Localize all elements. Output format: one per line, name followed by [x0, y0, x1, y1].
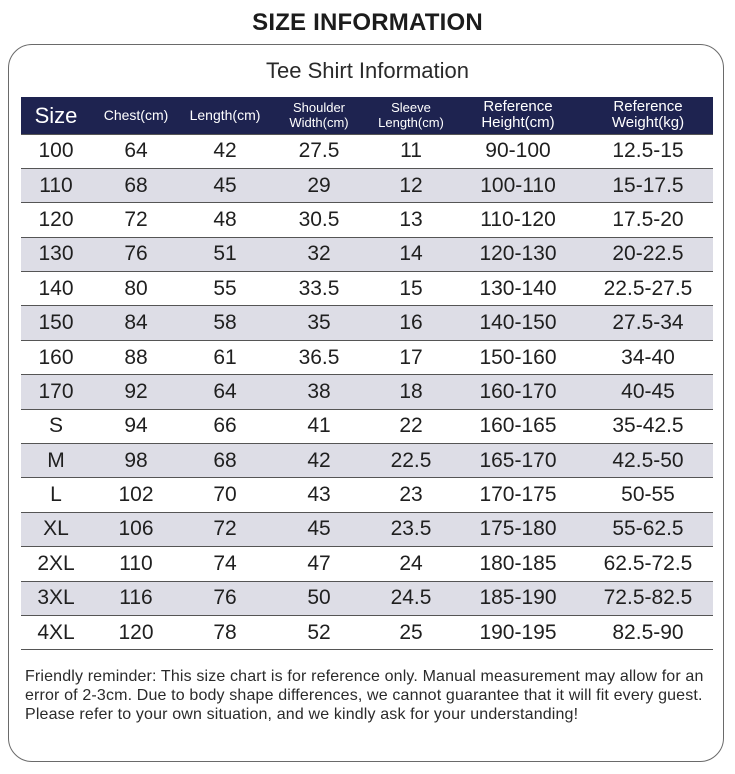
header-size-label: Size — [34, 102, 78, 128]
cell-length: 66 — [181, 409, 269, 443]
cell-size: 130 — [21, 237, 91, 271]
cell-chest: 106 — [91, 512, 181, 546]
cell-size: 140 — [21, 272, 91, 306]
table-row — [21, 272, 713, 306]
cell-length: 45 — [181, 168, 269, 202]
cell-weight: 82.5-90 — [583, 615, 713, 649]
cell-sleeve: 22.5 — [369, 444, 453, 478]
cell-height: 150-160 — [453, 340, 583, 374]
cell-height: 140-150 — [453, 306, 583, 340]
cell-shoulder: 38 — [269, 375, 369, 409]
cell-sleeve: 12 — [369, 168, 453, 202]
cell-height: 165-170 — [453, 444, 583, 478]
cell-length: 68 — [181, 444, 269, 478]
header-shoulder-width — [269, 97, 369, 134]
table-row — [21, 615, 713, 649]
cell-size: M — [21, 444, 91, 478]
cell-length: 51 — [181, 237, 269, 271]
cell-shoulder: 33.5 — [269, 272, 369, 306]
header-reference-height — [453, 97, 583, 134]
cell-weight: 17.5-20 — [583, 203, 713, 237]
cell-size: 150 — [21, 306, 91, 340]
cell-height: 175-180 — [453, 512, 583, 546]
cell-height: 170-175 — [453, 478, 583, 512]
cell-size: L — [21, 478, 91, 512]
table-row — [21, 512, 713, 546]
cell-height: 190-195 — [453, 615, 583, 649]
cell-height: 180-185 — [453, 547, 583, 581]
cell-weight: 20-22.5 — [583, 237, 713, 271]
table-row — [21, 203, 713, 237]
cell-length: 78 — [181, 615, 269, 649]
cell-sleeve: 23.5 — [369, 512, 453, 546]
table-row — [21, 547, 713, 581]
cell-length: 48 — [181, 203, 269, 237]
cell-chest: 64 — [91, 134, 181, 168]
cell-shoulder: 45 — [269, 512, 369, 546]
cell-sleeve: 23 — [369, 478, 453, 512]
cell-length: 58 — [181, 306, 269, 340]
cell-chest: 120 — [91, 615, 181, 649]
cell-size: 160 — [21, 340, 91, 374]
cell-size: 3XL — [21, 581, 91, 615]
cell-shoulder: 29 — [269, 168, 369, 202]
cell-chest: 92 — [91, 375, 181, 409]
cell-height: 185-190 — [453, 581, 583, 615]
cell-shoulder: 27.5 — [269, 134, 369, 168]
size-table — [21, 97, 713, 650]
cell-shoulder: 47 — [269, 547, 369, 581]
cell-weight: 35-42.5 — [583, 409, 713, 443]
cell-size: XL — [21, 512, 91, 546]
cell-weight: 12.5-15 — [583, 134, 713, 168]
header-sleeve-length — [369, 97, 453, 134]
cell-length: 72 — [181, 512, 269, 546]
cell-height: 110-120 — [453, 203, 583, 237]
cell-shoulder: 43 — [269, 478, 369, 512]
table-row — [21, 237, 713, 271]
cell-size: 170 — [21, 375, 91, 409]
cell-weight: 62.5-72.5 — [583, 547, 713, 581]
cell-weight: 55-62.5 — [583, 512, 713, 546]
cell-shoulder: 41 — [269, 409, 369, 443]
cell-size: 110 — [21, 168, 91, 202]
header-chest-label: Chest(cm) — [103, 106, 169, 123]
cell-weight: 34-40 — [583, 340, 713, 374]
cell-length: 55 — [181, 272, 269, 306]
header-row — [21, 97, 713, 134]
cell-height: 130-140 — [453, 272, 583, 306]
header-size — [21, 97, 91, 134]
cell-weight: 27.5-34 — [583, 306, 713, 340]
header-sleeve-line2: Length(cm) — [378, 115, 444, 131]
cell-length: 76 — [181, 581, 269, 615]
cell-chest: 80 — [91, 272, 181, 306]
cell-chest: 98 — [91, 444, 181, 478]
header-shoulder-line2: Width(cm) — [289, 115, 349, 131]
table-row — [21, 306, 713, 340]
cell-length: 70 — [181, 478, 269, 512]
cell-chest: 88 — [91, 340, 181, 374]
cell-chest: 110 — [91, 547, 181, 581]
table-row — [21, 409, 713, 443]
cell-sleeve: 14 — [369, 237, 453, 271]
table-row — [21, 478, 713, 512]
table-row — [21, 375, 713, 409]
cell-height: 90-100 — [453, 134, 583, 168]
cell-height: 160-170 — [453, 375, 583, 409]
cell-weight: 42.5-50 — [583, 444, 713, 478]
cell-weight: 40-45 — [583, 375, 713, 409]
table-body — [21, 134, 713, 650]
cell-chest: 116 — [91, 581, 181, 615]
header-ref-weight-line1: Reference — [613, 98, 683, 116]
friendly-reminder-text: Friendly reminder: This size chart is for reference only. Manual measurement may allow for an error of 2-3cm. Due to body shape differences, we cannot guarantee that it will fit every guest. Please refer to your own situation, and we kindly ask for your understanding! — [25, 668, 704, 723]
header-ref-weight-line2: Weight(kg) — [611, 114, 685, 132]
header-ref-height-line1: Reference — [483, 98, 553, 116]
cell-weight: 72.5-82.5 — [583, 581, 713, 615]
cell-shoulder: 42 — [269, 444, 369, 478]
table-title: Tee Shirt Information — [266, 58, 469, 83]
cell-height: 160-165 — [453, 409, 583, 443]
cell-sleeve: 13 — [369, 203, 453, 237]
cell-sleeve: 24.5 — [369, 581, 453, 615]
table-row — [21, 581, 713, 615]
header-sleeve-line1: Sleeve — [391, 100, 431, 116]
cell-sleeve: 18 — [369, 375, 453, 409]
cell-size: 2XL — [21, 547, 91, 581]
cell-sleeve: 15 — [369, 272, 453, 306]
cell-length: 61 — [181, 340, 269, 374]
cell-weight: 22.5-27.5 — [583, 272, 713, 306]
page-title: SIZE INFORMATION — [252, 9, 483, 36]
header-ref-height-line2: Height(cm) — [481, 114, 555, 132]
cell-sleeve: 22 — [369, 409, 453, 443]
cell-chest: 76 — [91, 237, 181, 271]
cell-shoulder: 50 — [269, 581, 369, 615]
table-header — [21, 97, 713, 134]
cell-chest: 84 — [91, 306, 181, 340]
header-shoulder-line1: Shoulder — [292, 100, 346, 116]
cell-shoulder: 36.5 — [269, 340, 369, 374]
cell-chest: 72 — [91, 203, 181, 237]
cell-height: 100-110 — [453, 168, 583, 202]
cell-height: 120-130 — [453, 237, 583, 271]
cell-size: 4XL — [21, 615, 91, 649]
cell-length: 42 — [181, 134, 269, 168]
cell-chest: 68 — [91, 168, 181, 202]
cell-weight: 15-17.5 — [583, 168, 713, 202]
cell-size: S — [21, 409, 91, 443]
cell-size: 100 — [21, 134, 91, 168]
table-row — [21, 134, 713, 168]
table-row — [21, 444, 713, 478]
header-length-label: Length(cm) — [189, 106, 261, 123]
header-chest — [91, 97, 181, 134]
cell-chest: 94 — [91, 409, 181, 443]
cell-shoulder: 52 — [269, 615, 369, 649]
cell-shoulder: 35 — [269, 306, 369, 340]
table-row — [21, 168, 713, 202]
cell-sleeve: 25 — [369, 615, 453, 649]
cell-length: 64 — [181, 375, 269, 409]
cell-weight: 50-55 — [583, 478, 713, 512]
table-row — [21, 340, 713, 374]
cell-sleeve: 11 — [369, 134, 453, 168]
cell-shoulder: 30.5 — [269, 203, 369, 237]
header-reference-weight — [583, 97, 713, 134]
cell-sleeve: 24 — [369, 547, 453, 581]
cell-size: 120 — [21, 203, 91, 237]
cell-shoulder: 32 — [269, 237, 369, 271]
cell-sleeve: 16 — [369, 306, 453, 340]
cell-length: 74 — [181, 547, 269, 581]
cell-sleeve: 17 — [369, 340, 453, 374]
header-length — [181, 97, 269, 134]
cell-chest: 102 — [91, 478, 181, 512]
